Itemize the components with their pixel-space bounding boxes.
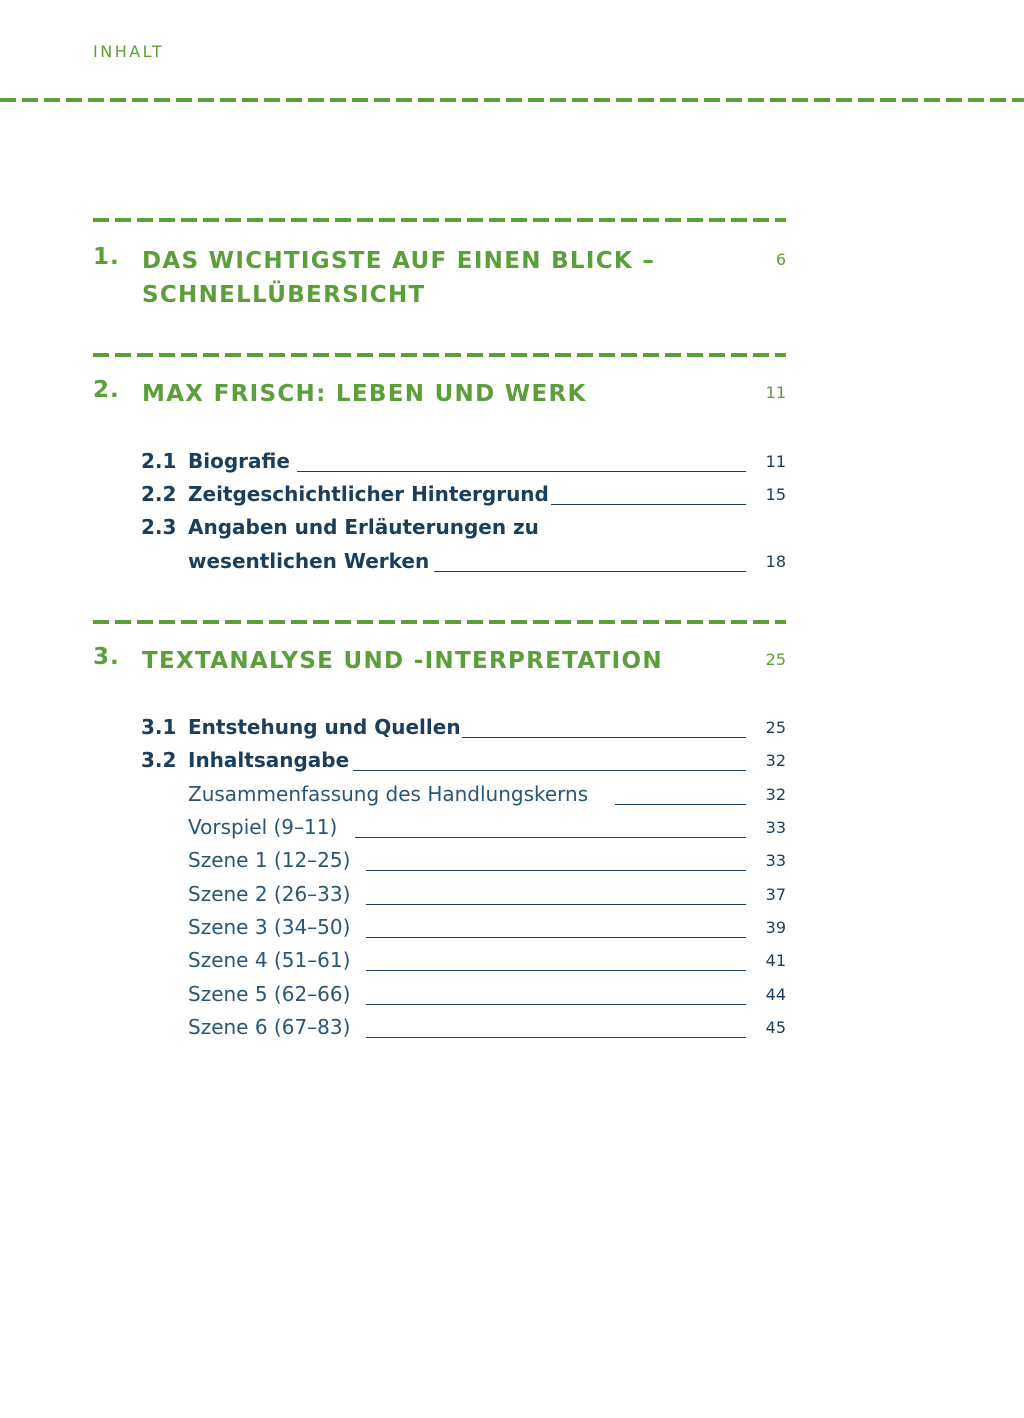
leader-line: [366, 1037, 746, 1038]
entry-label: Szene 2 (26–33): [188, 882, 351, 906]
section-1-dashed-rule: [93, 218, 786, 222]
toc-entry-3-2[interactable]: [141, 748, 786, 781]
toc-entry-2-3[interactable]: [141, 515, 786, 548]
entry-page-number: 33: [765, 851, 786, 870]
entry-label: Szene 4 (51–61): [188, 948, 351, 972]
entry-page-number: 39: [765, 918, 786, 937]
toc-entry-vorspiel[interactable]: [141, 815, 786, 848]
entry-page-number: 37: [765, 885, 786, 904]
running-header: INHALT: [93, 42, 165, 61]
toc-entry-szene-5[interactable]: [141, 982, 786, 1015]
entry-page-number: 25: [765, 718, 786, 737]
section-page-number: 11: [765, 383, 786, 402]
toc-entry-szene-3[interactable]: [141, 915, 786, 948]
entry-number: 2.3: [141, 515, 177, 539]
section-title: TEXTANALYSE UND -INTERPRETATION: [142, 648, 663, 674]
entry-label: Biografie: [188, 449, 290, 473]
leader-line: [551, 504, 746, 505]
leader-line: [366, 970, 746, 971]
toc-section-1[interactable]: [93, 244, 786, 314]
section-page-number: 6: [775, 250, 786, 269]
entry-label: Zeitgeschichtlicher Hintergrund: [188, 482, 549, 506]
leader-line: [462, 737, 746, 738]
toc-entry-szene-2[interactable]: [141, 882, 786, 915]
section-number: 3.: [93, 644, 120, 670]
toc-entry-szene-4[interactable]: [141, 948, 786, 981]
entry-page-number: 44: [765, 985, 786, 1004]
leader-line: [366, 904, 746, 905]
toc-entry-szene-1[interactable]: [141, 848, 786, 881]
entry-number: 2.2: [141, 482, 177, 506]
toc-entry-3-1[interactable]: [141, 715, 786, 748]
entry-number: 3.2: [141, 748, 177, 772]
section-title: MAX FRISCH: LEBEN UND WERK: [142, 381, 587, 407]
leader-line: [355, 837, 746, 838]
toc-section-2[interactable]: [93, 377, 786, 413]
section-page-number: 25: [765, 650, 786, 669]
entry-number: 3.1: [141, 715, 177, 739]
toc-section-3[interactable]: [93, 644, 786, 680]
toc-entry-szene-6[interactable]: [141, 1015, 786, 1048]
toc-entry-zusammenfassung[interactable]: [141, 782, 786, 815]
section-3-dashed-rule: [93, 620, 786, 624]
entry-label: Entstehung und Quellen: [188, 715, 461, 739]
entry-label: Inhaltsangabe: [188, 748, 350, 772]
entry-page-number: 41: [765, 951, 786, 970]
leader-line: [366, 1004, 746, 1005]
toc-entry-2-1[interactable]: [141, 449, 786, 482]
section-title: DAS WICHTIGSTE AUF EINEN BLICK – SCHNELLÜBERSICHT: [142, 248, 656, 308]
leader-line: [615, 804, 746, 805]
entry-number: 2.1: [141, 449, 177, 473]
leader-line: [297, 471, 746, 472]
entry-label: Szene 6 (67–83): [188, 1015, 351, 1039]
entry-label: Szene 5 (62–66): [188, 982, 351, 1006]
entry-page-number: 32: [765, 785, 786, 804]
entry-page-number: 11: [765, 452, 786, 471]
entry-page-number: 32: [765, 751, 786, 770]
entry-label: Vorspiel (9–11): [188, 815, 338, 839]
entry-label: Szene 3 (34–50): [188, 915, 351, 939]
entry-label: Szene 1 (12–25): [188, 848, 351, 872]
leader-line: [366, 937, 746, 938]
toc-entry-2-2[interactable]: [141, 482, 786, 515]
entry-label: wesentlichen Werken: [188, 549, 430, 573]
toc-entry-2-3-continued[interactable]: [141, 549, 786, 582]
section-number: 2.: [93, 377, 120, 403]
entry-page-number: 15: [765, 485, 786, 504]
entry-label: Zusammenfassung des Handlungskerns: [188, 782, 589, 806]
entry-label: Angaben und Erläuterungen zu: [188, 515, 539, 539]
section-number: 1.: [93, 244, 120, 270]
entry-page-number: 33: [765, 818, 786, 837]
leader-line: [366, 870, 746, 871]
header-dashed-rule: [0, 98, 1024, 102]
leader-line: [434, 571, 746, 572]
entry-page-number: 45: [765, 1018, 786, 1037]
section-2-dashed-rule: [93, 353, 786, 357]
entry-page-number: 18: [765, 552, 786, 571]
leader-line: [353, 770, 746, 771]
